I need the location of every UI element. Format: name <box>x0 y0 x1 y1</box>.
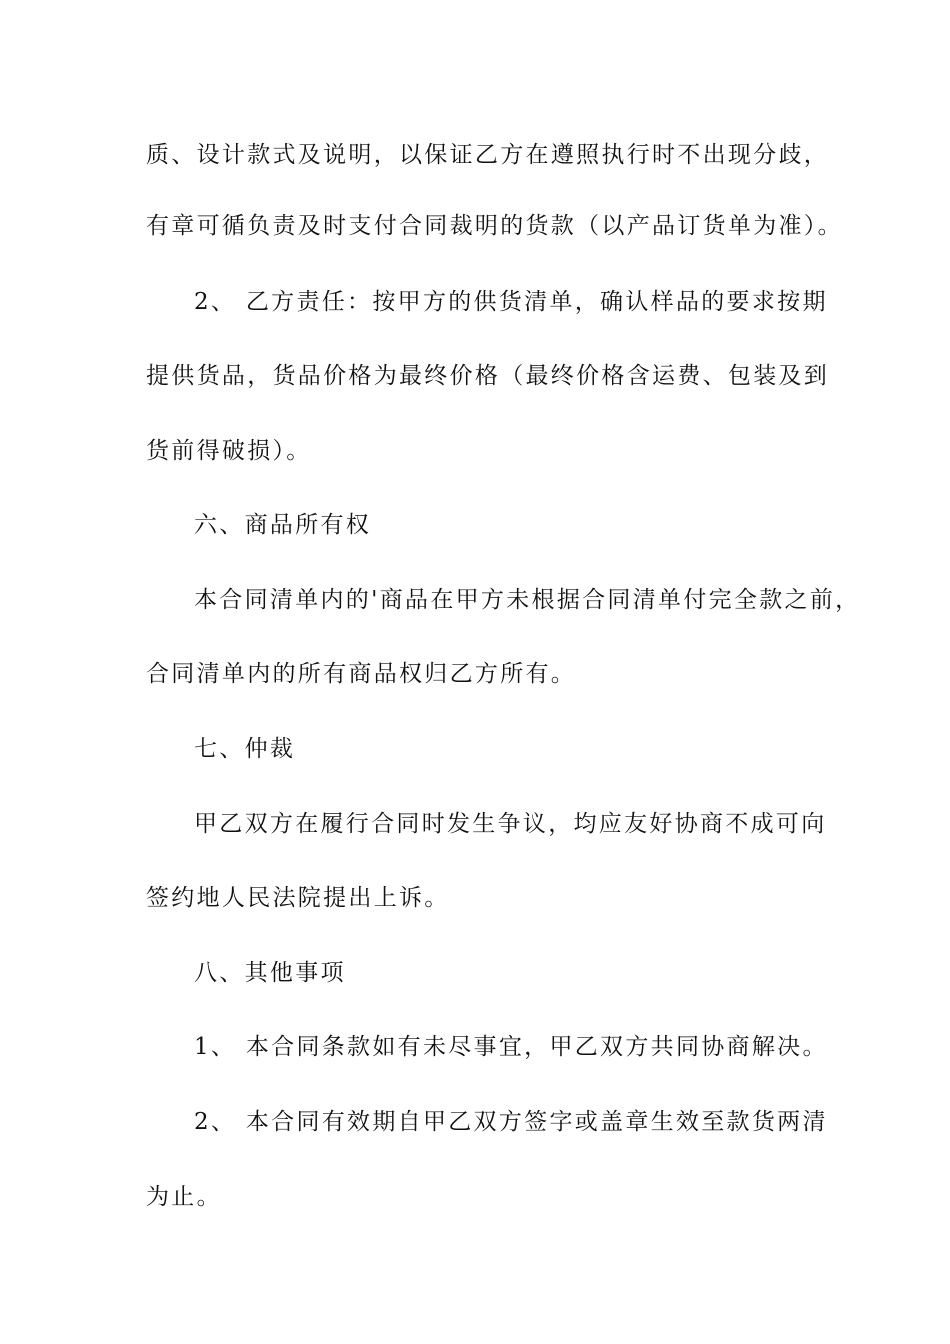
section-heading-arbitration: 七、仲裁 <box>194 736 296 762</box>
clause-item-1: 1、 本合同条款如有未尽事宜，甲乙双方共同协商解决。 <box>194 1034 828 1060</box>
clause-item-2: 2、 乙方责任：按甲方的供货清单，确认样品的要求按期 <box>194 289 828 315</box>
body-text-line: 有章可循负责及时支付合同裁明的货款（以产品订货单为准）。 <box>146 213 843 239</box>
body-text-line: 为止。 <box>146 1184 222 1210</box>
section-heading-other-matters: 八、其他事项 <box>194 960 346 986</box>
body-text-line: 本合同清单内的'商品在甲方未根据合同清单付完全款之前， <box>194 587 861 613</box>
body-text-line: 合同清单内的所有商品权归乙方所有。 <box>146 661 577 687</box>
body-text-line: 质、设计款式及说明，以保证乙方在遵照执行时不出现分歧， <box>146 142 830 168</box>
body-text-line: 甲乙双方在履行合同时发生争议，均应友好协商不成可向 <box>194 811 827 837</box>
body-text-line: 提供货品，货品价格为最终价格（最终价格含运费、包装及到 <box>146 363 830 389</box>
section-heading-ownership: 六、商品所有权 <box>194 512 372 538</box>
clause-item-2: 2、 本合同有效期自甲乙双方签字或盖章生效至款货两清 <box>194 1109 828 1135</box>
body-text-line: 签约地人民法院提出上诉。 <box>146 885 450 911</box>
body-text-line: 货前得破损）。 <box>146 438 312 464</box>
